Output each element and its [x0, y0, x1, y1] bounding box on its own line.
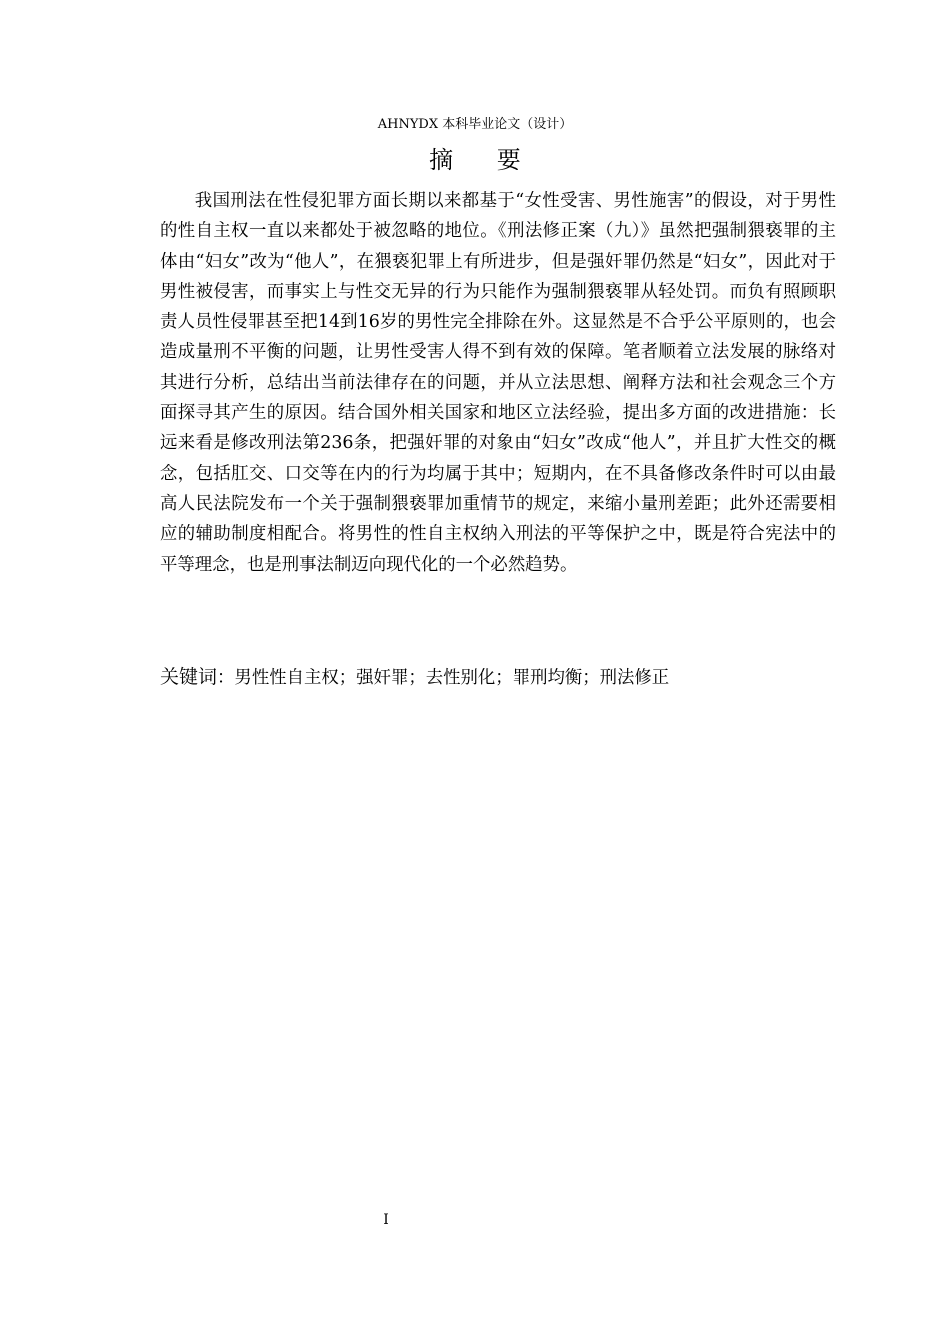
page-number: I: [383, 1212, 389, 1228]
abstract-body: 我国刑法在性侵犯罪方面长期以来都基于“女性受害、男性施害”的假设，对于男性的性自主权一直以来都处于被忽略的地位。《刑法修正案（九）》虽然把强制猥亵罪的主体由“妇女”改为“他人”，在猥亵犯罪上有所进步，但是强奸罪仍然是“妇女”，因此对于男性被侵害，而事实上与性交无异的行为只能作为强制猥亵罪从轻处罚。而负有照顾职责人员性侵罪甚至把14到16岁的男性完全排除在外。这显然是不合乎公平原则的，也会造成量刑不平衡的问题，让男性受害人得不到有效的保障。笔者顺着立法发展的脉络对其进行分析，总结出当前法律存在的问题，并从立法思想、阐释方法和社会观念三个方面探寻其产生的原因。结合国外相关国家和地区立法经验，提出多方面的改进措施：长远来看是修改刑法第236条，把强奸罪的对象由“妇女”改成“他人”，并且扩大性交的概念，包括肛交、口交等在内的行为均属于其中；短期内，在不具备修改条件时可以由最高人民法院发布一个关于强制猥亵罪加重情节的规定，来缩小量刑差距；此外还需要相应的辅助制度相配合。将男性的性自主权纳入刑法的平等保护之中，既是符合宪法中的平等理念，也是刑事法制迈向现代化的一个必然趋势。: [160, 191, 836, 575]
keywords-line: [160, 662, 836, 693]
keywords-label: 关键词: [160, 666, 218, 688]
abstract-title: 摘 要: [429, 146, 539, 174]
running-header: AHNYDX 本科毕业论文（设计）: [377, 117, 573, 132]
keywords-separator: ：: [217, 668, 235, 688]
keywords-value: 男性性自主权；强奸罪；去性别化；罪刑均衡；刑法修正: [234, 668, 670, 688]
